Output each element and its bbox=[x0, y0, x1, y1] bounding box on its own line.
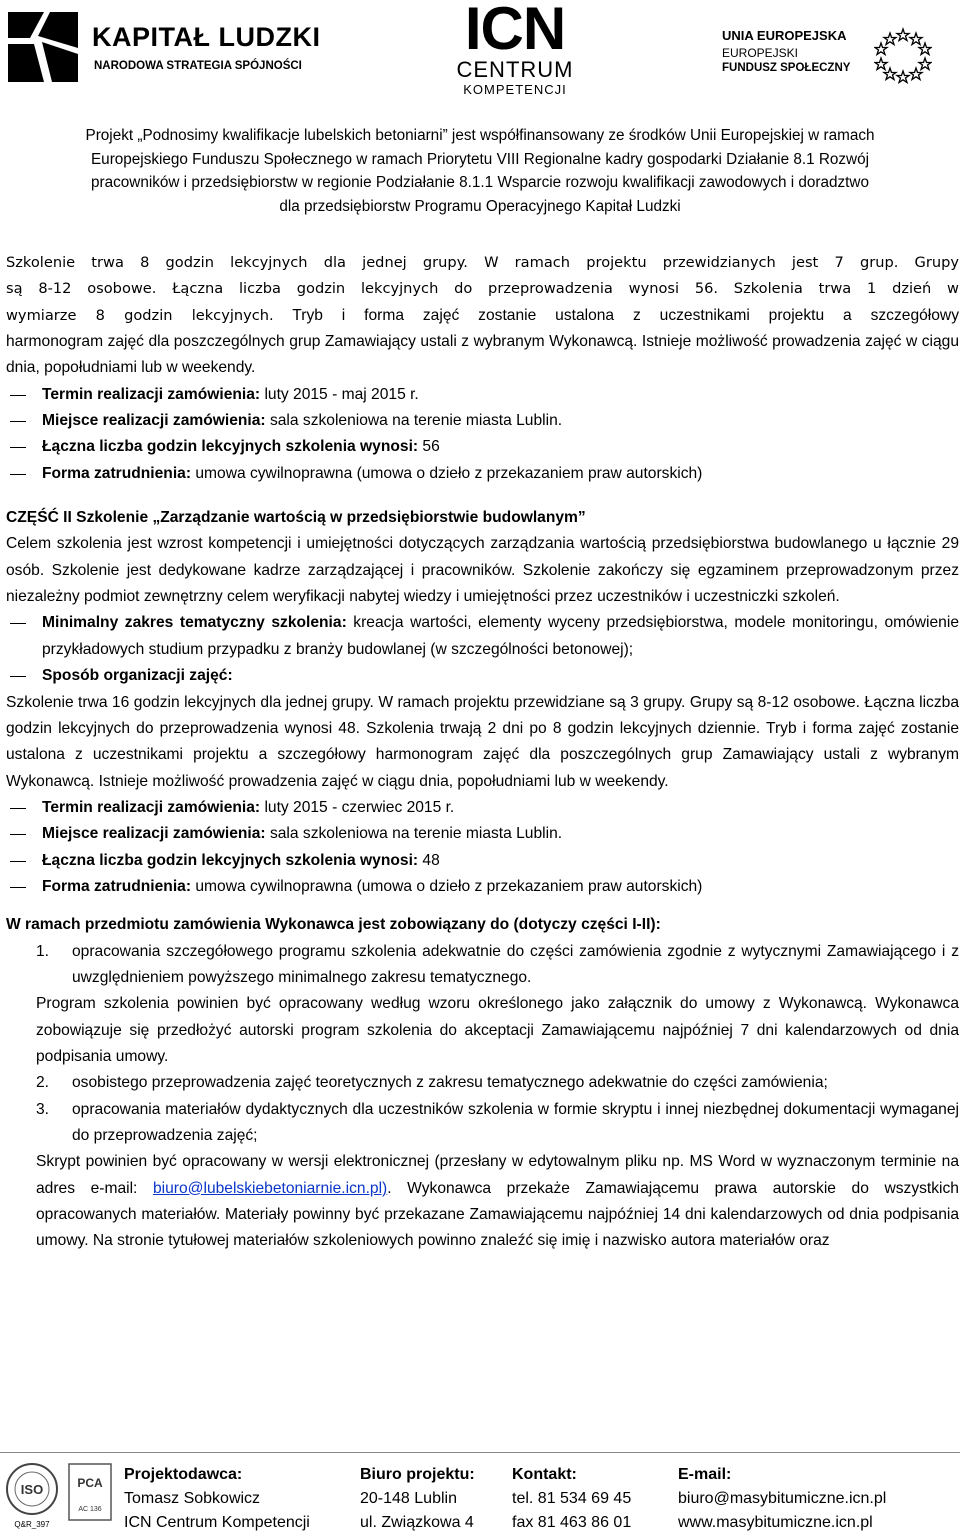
part2-item-label: Łączna liczba godzin lekcyjnych szkolenia wynosi: bbox=[42, 851, 419, 869]
footer-col-kontakt bbox=[512, 1463, 631, 1535]
obligation-number: 3. bbox=[36, 1100, 50, 1118]
eu-line1: UNIA EUROPEJSKA bbox=[722, 28, 847, 43]
obligation-number: 1. bbox=[36, 942, 50, 960]
obligation-text: opracowania materiałów dydaktycznych dla uczestników szkolenia w formie skryptu i innej niezbędnej dokumentacji wymaganej do przeprowadzenia zajęć; bbox=[72, 1100, 959, 1144]
project-line-4: dla przedsiębiorstw Programu Operacyjnego Kapitał Ludzki bbox=[279, 197, 681, 215]
part2-item-value: luty 2015 - czerwiec 2015 r. bbox=[260, 798, 455, 816]
project-notice bbox=[0, 124, 960, 218]
part2-item bbox=[6, 821, 959, 847]
email-link[interactable]: biuro@lubelskiebetoniarnie.icn.pl) bbox=[152, 1179, 388, 1197]
footer-col-line: tel. 81 534 69 45 bbox=[512, 1490, 632, 1507]
part1-intro-line-3b: Tryb i forma zajęć zostanie ustalona z uczestnikami projektu a szczegółowy bbox=[273, 306, 959, 324]
part1-item-value: sala szkoleniowa na terenie miasta Lublin. bbox=[265, 412, 563, 430]
eu-logo bbox=[722, 28, 954, 88]
obligation-item-1 bbox=[6, 939, 959, 992]
part2-item bbox=[6, 795, 959, 821]
part2-scope-value: kreacja wartości, elementy wyceny przedsiębiorstwa, modele monitoringu, omówienie przykładowych studium przypadku z branży budowlanej (w szczególności betonowej); bbox=[42, 614, 959, 658]
footer-col-line: Tomasz Sobkowicz bbox=[124, 1490, 261, 1507]
footer-col-biuro bbox=[360, 1463, 475, 1535]
obligations-heading: W ramach przedmiotu zamówienia Wykonawca jest zobowiązany do (dotyczy części I-II): bbox=[6, 916, 661, 934]
part2-item bbox=[6, 848, 959, 874]
part1-item-value: umowa cywilnoprawna (umowa o dzieło z przekazaniem praw autorskich) bbox=[191, 464, 703, 482]
eu-line2: EUROPEJSKI bbox=[722, 46, 799, 60]
iso-certificate-icon bbox=[4, 1461, 60, 1531]
icn-centrum: CENTRUM bbox=[456, 57, 574, 82]
icn-logo bbox=[450, 0, 580, 104]
page-header bbox=[0, 0, 960, 110]
footer-col-heading: Kontakt: bbox=[512, 1466, 577, 1483]
part1-item-label: Termin realizacji zamówienia: bbox=[42, 385, 261, 403]
footer-col-line: ul. Związkowa 4 bbox=[360, 1514, 474, 1531]
script-note-a: Skrypt powinien być opracowany w wersji elektronicznej (przesłany w edytowalnym pliku np. MS Word w wyznaczonym terminie na adres e-mail: bbox=[36, 1153, 959, 1197]
pca-number: AC 136 bbox=[78, 1506, 102, 1513]
footer-col-heading: E-mail: bbox=[678, 1466, 732, 1483]
svg-text:ISO: ISO bbox=[20, 1482, 44, 1497]
kapital-ludzki-subtitle: NARODOWA STRATEGIA SPÓJNOŚCI bbox=[94, 60, 302, 72]
part1-intro-line-3 bbox=[6, 303, 959, 329]
part2-item-value: 48 bbox=[418, 851, 440, 869]
page-footer bbox=[0, 1452, 960, 1536]
obligation-text: osobistego przeprowadzenia zajęć teoretycznych z zakresu tematycznego adekwatnie do części zamówienia; bbox=[72, 1074, 828, 1092]
kapital-ludzki-emblem-icon bbox=[4, 8, 82, 86]
part2-item-label: Termin realizacji zamówienia: bbox=[42, 798, 261, 816]
part1-intro-line-3a: wymiarze 8 godzin lekcyjnych. bbox=[6, 306, 274, 324]
part2-item-value: sala szkoleniowa na terenie miasta Lublin. bbox=[265, 825, 563, 843]
part2-heading: CZĘŚĆ II Szkolenie „Zarządzanie wartością w przedsiębiorstwie budowlanym” bbox=[6, 509, 586, 527]
part2-item-value: umowa cywilnoprawna (umowa o dzieło z przekazaniem praw autorskich) bbox=[191, 877, 703, 895]
footer-col-line: fax 81 463 86 01 bbox=[512, 1514, 632, 1531]
part2-scope bbox=[6, 610, 959, 663]
program-note: Program szkolenia powinien być opracowany według wzoru określonego jako załącznik do umowy z Wykonawcą. Wykonawca zobowiązuje się przedłożyć autorski program szkolenia do akceptacji Zamawiającemu najpóźniej 7 dni kalendarzowych od dnia podpisania umowy. bbox=[36, 995, 959, 1065]
part1-item-label: Forma zatrudnienia: bbox=[42, 464, 192, 482]
footer-col-heading: Projektodawca: bbox=[124, 1466, 243, 1483]
pca-accreditation-icon bbox=[68, 1463, 112, 1521]
part1-item bbox=[6, 408, 959, 434]
obligation-item-2 bbox=[6, 1070, 959, 1096]
eu-stars-icon bbox=[874, 26, 932, 84]
part1-intro-line-2: są 8-12 osobowe. Łączna liczba godzin lekcyjnych do przeprowadzenia wynosi 56. Szkolenia trwa 1 dzień w bbox=[6, 280, 959, 298]
part2-item-label: Miejsce realizacji zamówienia: bbox=[42, 825, 266, 843]
footer-col-projektodawca bbox=[124, 1463, 310, 1535]
part1-intro-rest: harmonogram zajęć dla poszczególnych grup Zamawiający ustali z wybranym Wykonawcą. Istnieje możliwość prowadzenia zajęć w ciągu dnia, popołudniami lub w weekendy. bbox=[6, 333, 959, 377]
project-line-3: pracowników i przedsiębiorstw w regionie Podziałanie 8.1.1 Wsparcie rozwoju kwalifikacji zawodowych i doradztwo bbox=[91, 174, 869, 191]
document-body bbox=[6, 250, 959, 1255]
project-line-1: Projekt „Podnosimy kwalifikacje lubelskich betoniarni” jest współfinansowany ze środków Unii Europejskiej w ramach bbox=[85, 127, 875, 144]
part2-goal: Celem szkolenia jest wzrost kompetencji i umiejętności dotyczących zarządzania wartością przedsiębiorstwa budowlanego u łącznie 29 osób. Szkolenie jest dedykowane kadrze zarządzającej i pracowników. Szkolenie zakończy się egzaminem przeprowadzonym przez niezależny podmiot zewnętrzny celem weryfikacji nabytej wiedzy i umiejętności przez uczestników i uczestniczki szkoleń. bbox=[6, 535, 959, 606]
icn-kompetencji: KOMPETENCJI bbox=[463, 82, 567, 97]
footer-email[interactable]: biuro@masybitumiczne.icn.pl bbox=[678, 1490, 887, 1507]
footer-col-line: 20-148 Lublin bbox=[360, 1490, 457, 1507]
script-note bbox=[6, 1149, 959, 1254]
obligation-text: opracowania szczegółowego programu szkolenia adekwatnie do części zamówienia zgodnie z wytycznymi Zamawiającego i z uwzględnieniem powyższego minimalnego zakresu tematycznego. bbox=[72, 942, 959, 986]
footer-col-email bbox=[678, 1463, 886, 1535]
kapital-ludzki-logo bbox=[4, 8, 321, 86]
project-line-2: Europejskiego Funduszu Społecznego w ramach Priorytetu VIII Regionalne kadry gospodarki Działanie 8.1 Rozwój bbox=[90, 150, 869, 168]
part1-item-label: Łączna liczba godzin lekcyjnych szkolenia wynosi: bbox=[42, 438, 419, 456]
obligation-number: 2. bbox=[36, 1074, 50, 1092]
part1-item bbox=[6, 461, 959, 487]
part2-org-label: Sposób organizacji zajęć: bbox=[6, 663, 959, 689]
script-note-b: . Wykonawca przekaże Zamawiającemu prawa autorskie do wszystkich opracowanych materiałów. Materiały powinny być przekazane Zamawiającemu najpóźniej 14 dni kalendarzowych od dnia podpisania umowy. Na stronie tytułowej materiałów szkoleniowych powinno znaleźć się imię i nazwisko autora materiałów oraz bbox=[36, 1179, 959, 1250]
part1-item bbox=[6, 382, 959, 408]
footer-col-heading: Biuro projektu: bbox=[360, 1466, 475, 1483]
part1-item bbox=[6, 434, 959, 460]
part2-item-label: Forma zatrudnienia: bbox=[42, 877, 192, 895]
part2-item bbox=[6, 874, 959, 900]
cert-code: Q&R_397 bbox=[14, 1520, 50, 1529]
obligation-item-3 bbox=[6, 1097, 959, 1150]
footer-col-line: ICN Centrum Kompetencji bbox=[124, 1514, 310, 1531]
part2-org-text: Szkolenie trwa 16 godzin lekcyjnych dla jednej grupy. W ramach projektu przewidziane są 3 grupy. Grupy są 8-12 osobowe. Łączna liczba godzin lekcyjnych do przeprowadzenia wynosi 48. Szkolenia trwają 2 dni po 8 godzin lekcyjnych dziennie. Tryb i forma zajęć zostanie ustalona z uczestnikami projektu a szczegółowy harmonogram zajęć dla poszczególnych grup Zamawiający ustali z wybranym Wykonawcą. Istnieje możliwość prowadzenia zajęć w ciągu dnia, popołudniami lub w weekendy. bbox=[6, 693, 959, 790]
pca-label: PCA bbox=[77, 1476, 103, 1490]
part1-item-label: Miejsce realizacji zamówienia: bbox=[42, 412, 266, 430]
icn-title: ICN bbox=[464, 0, 566, 62]
part1-item-value: luty 2015 - maj 2015 r. bbox=[260, 385, 419, 403]
eu-line3: FUNDUSZ SPOŁECZNY bbox=[722, 62, 851, 74]
part2-scope-label: Minimalny zakres tematyczny szkolenia: bbox=[42, 614, 347, 632]
kapital-ludzki-title: KAPITAŁ LUDZKI bbox=[92, 22, 321, 52]
footer-website[interactable]: www.masybitumiczne.icn.pl bbox=[678, 1514, 873, 1531]
part1-intro-line-1: Szkolenie trwa 8 godzin lekcyjnych dla jednej grupy. W ramach projektu przewidzianych jest 7 grup. Grupy bbox=[6, 254, 959, 271]
part1-item-value: 56 bbox=[418, 438, 440, 456]
